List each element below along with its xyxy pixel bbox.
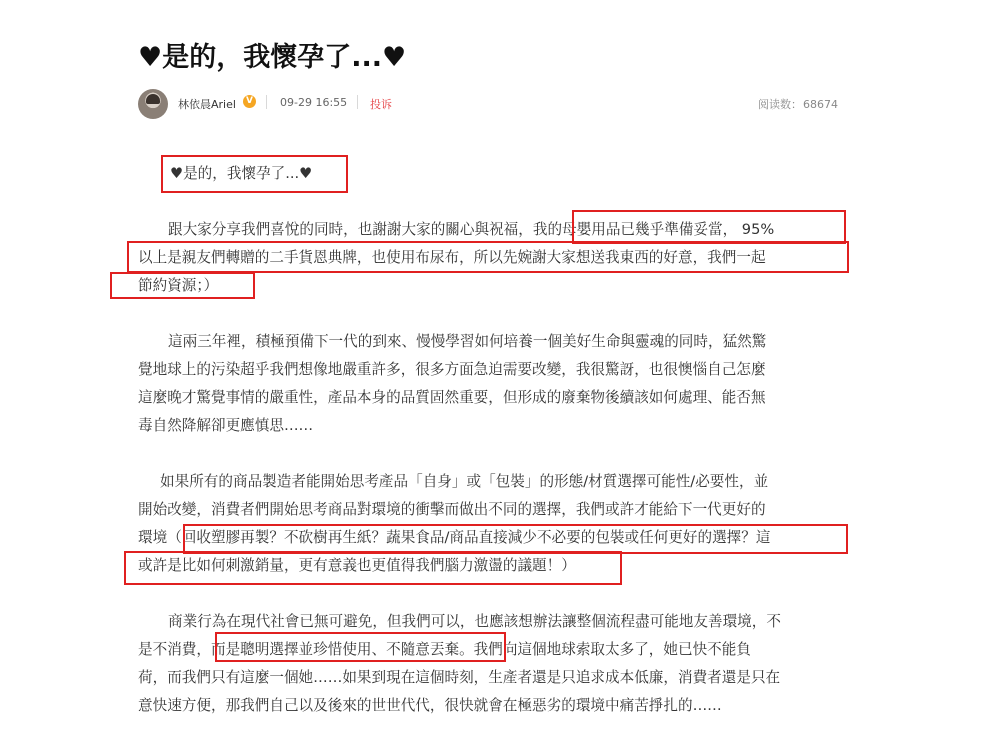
paragraph-line: 開始改變，消費者們開始思考商品對環境的衝擊而做出不同的選擇，我們或許才能給下一代更好的 <box>138 501 766 518</box>
author-avatar[interactable] <box>138 89 168 119</box>
publish-time: 09-29 16:55 <box>280 96 348 109</box>
paragraph-line: 以上是親友們轉贈的二手貨恩典牌，也使用布尿布，所以先婉謝大家想送我東西的好意，我們一起 <box>138 249 766 266</box>
paragraph-line: 如果所有的商品製造者能開始思考產品「自身」或「包裝」的形態/材質選擇可能性/必要性，並 <box>160 473 769 490</box>
paragraph-line: ♥是的，我懷孕了...♥ <box>170 165 313 182</box>
verified-badge-icon: V <box>243 95 256 108</box>
paragraph-line: 意快速方便，那我們自己以及後來的世世代代，很快就會在極惡劣的環境中痛苦掙扎的…… <box>138 697 722 714</box>
paragraph-line: 商業行為在現代社會已無可避免，但我們可以，也應該想辦法讓整個流程盡可能地友善環境，不 <box>168 613 781 630</box>
paragraph-line: 或許是比如何刺激銷量，更有意義也更值得我們腦力激盪的議題！） <box>138 557 576 574</box>
paragraph-line: 跟大家分享我們喜悅的同時，也謝謝大家的關心與祝福，我的母嬰用品已幾乎準備妥當， 95% <box>168 221 775 238</box>
paragraph-line: 節約資源；） <box>138 277 219 294</box>
paragraph-line: 這麼晚才驚覺事情的嚴重性，產品本身的品質固然重要，但形成的廢棄物後續該如何處理、能否無 <box>138 389 766 406</box>
article-meta <box>138 88 838 120</box>
paragraph-line: 是不消費，而是聰明選擇並珍惜使用、不隨意丟棄。我們向這個地球索取太多了，她已快不能負 <box>138 641 751 658</box>
paragraph-line: 這兩三年裡，積極預備下一代的到來、慢慢學習如何培養一個美好生命與靈魂的同時，猛然驚 <box>168 333 767 350</box>
paragraph-line: 環境（回收塑膠再製？不砍樹再生紙？蔬果食品/商品直接減少不必要的包裝或任何更好的選擇？這 <box>138 529 771 546</box>
article-title: ♥是的，我懷孕了...♥ <box>138 42 407 73</box>
read-count-value: 68674 <box>803 98 838 111</box>
report-link[interactable]: 投诉 <box>370 98 392 111</box>
author-name[interactable]: 林依晨Ariel <box>178 98 236 111</box>
meta-divider <box>266 95 267 109</box>
paragraph-line: 毒自然降解卻更應慎思…… <box>138 417 314 434</box>
read-count <box>758 96 838 112</box>
read-count-label: 阅读数： <box>758 98 802 111</box>
paragraph-line: 荷，而我們只有這麼一個她……如果到現在這個時刻，生產者還是只追求成本低廉，消費者還是只在 <box>138 669 781 686</box>
meta-divider <box>357 95 358 109</box>
paragraph-line: 覺地球上的污染超乎我們想像地嚴重許多，很多方面急迫需要改變，我很驚訝，也很懊惱自己怎麼 <box>138 361 766 378</box>
